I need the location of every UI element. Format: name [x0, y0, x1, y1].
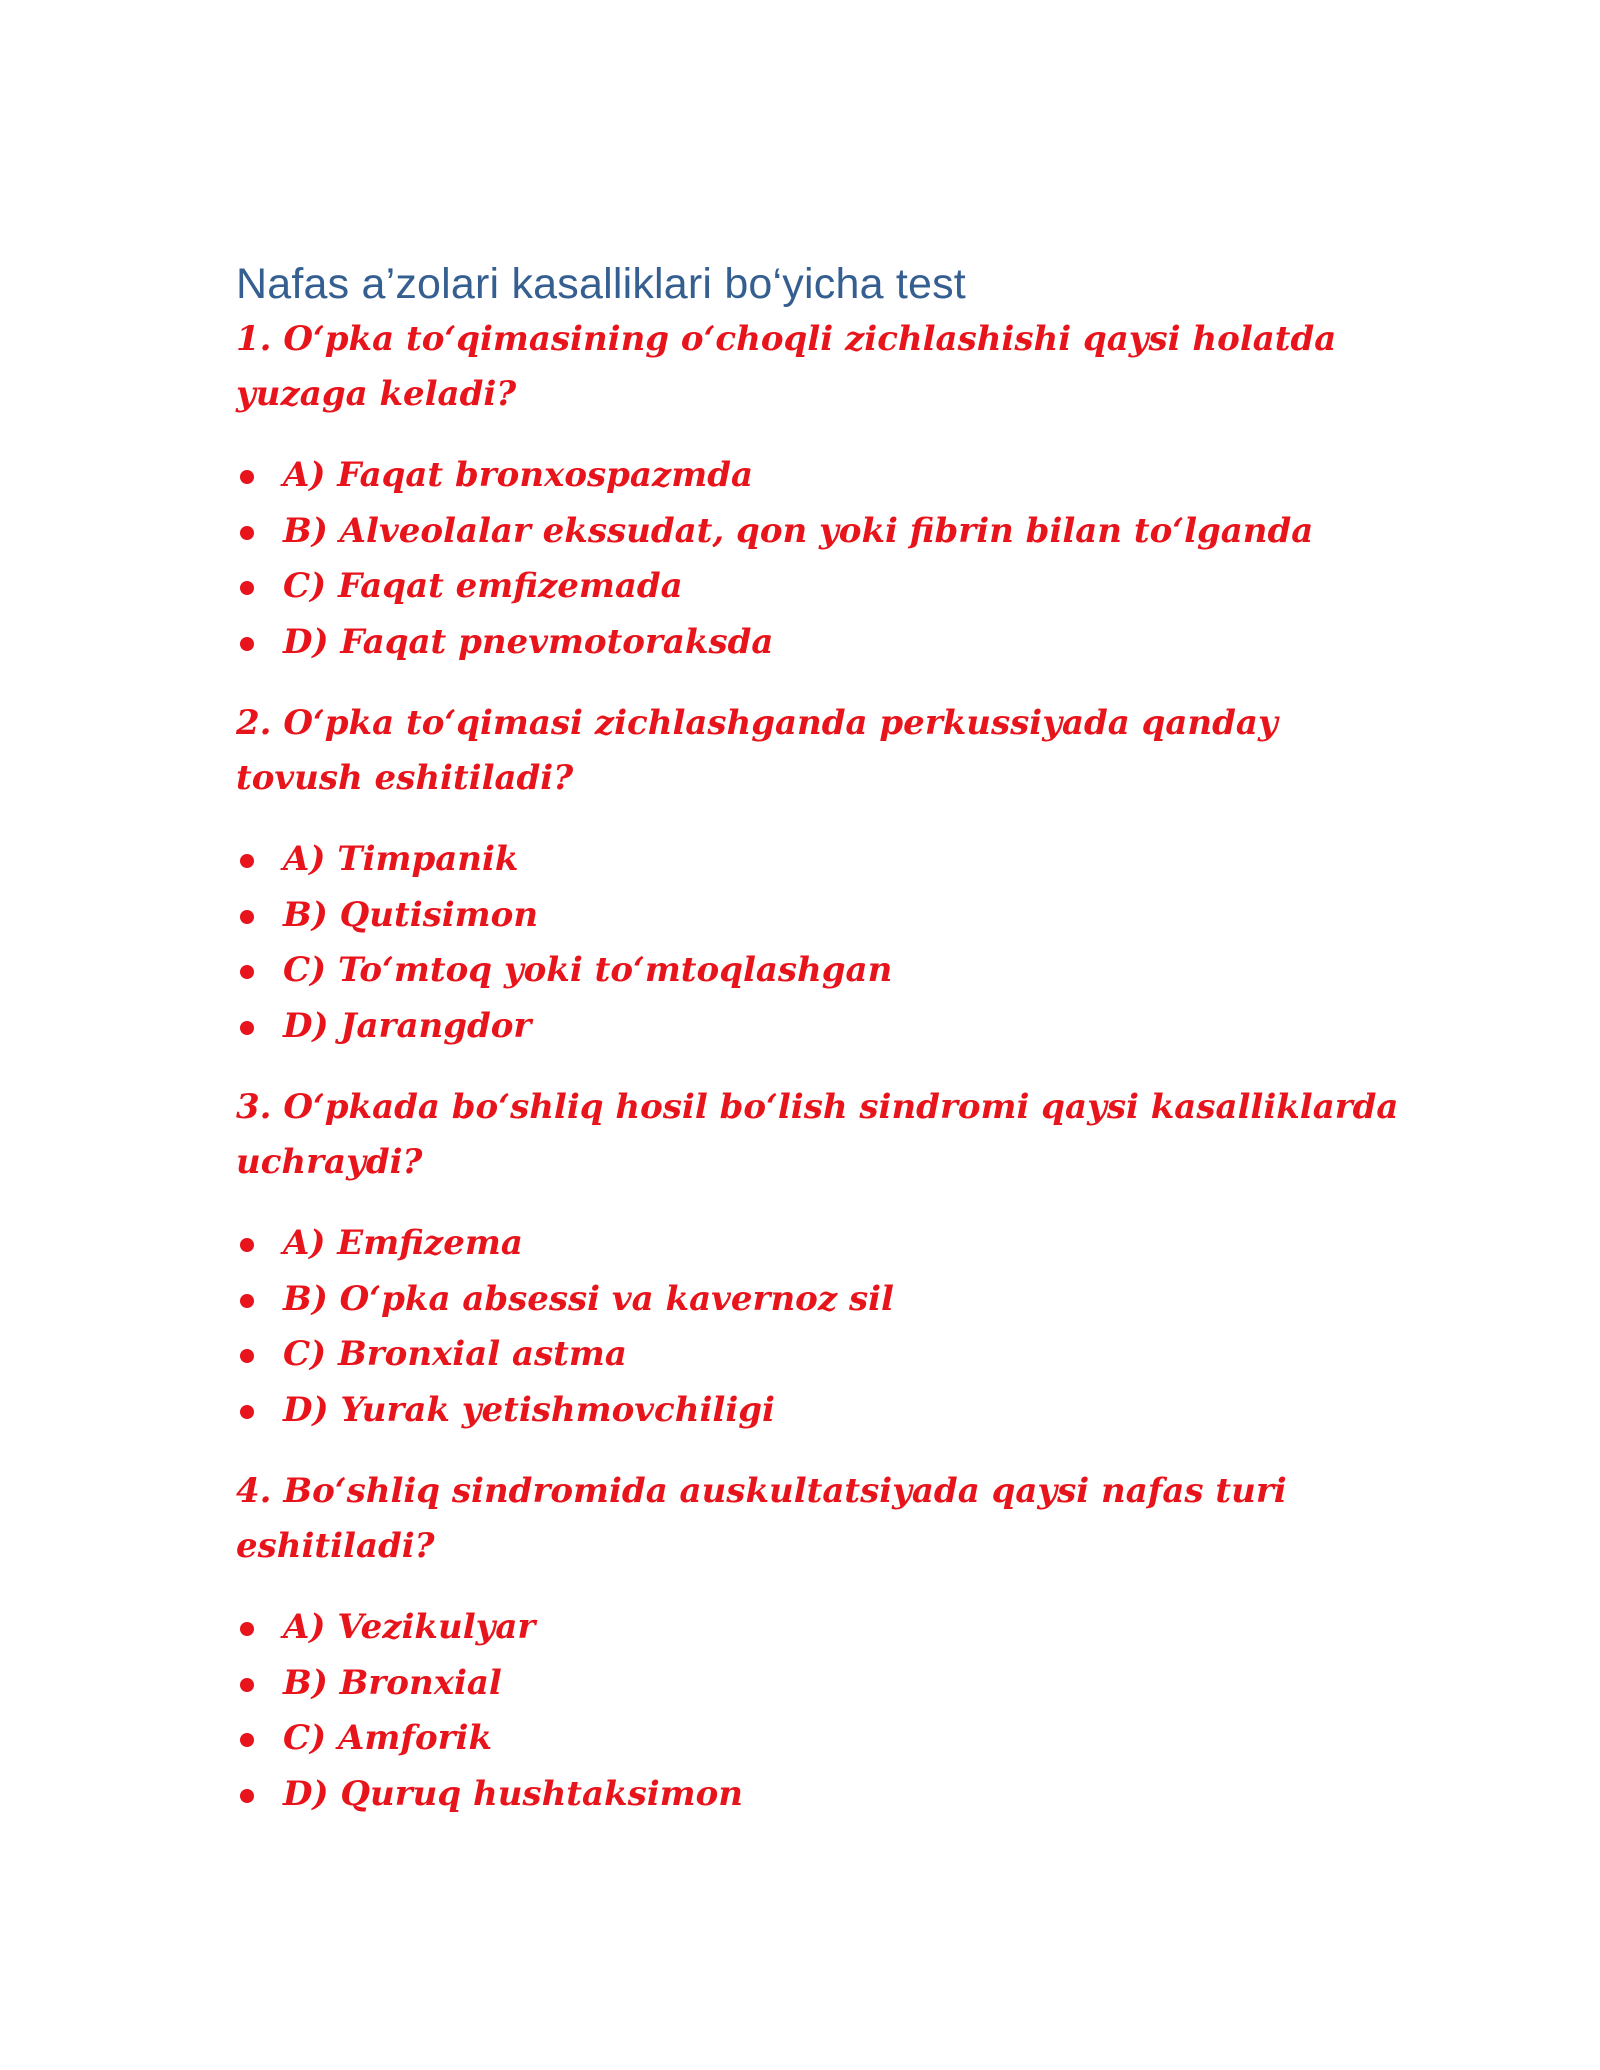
bullet-icon — [240, 1678, 254, 1692]
bullet-icon — [240, 1733, 254, 1747]
option-item — [236, 1600, 1416, 1656]
document-title: Nafas a’zolari kasalliklari bo‘yicha test — [236, 260, 966, 308]
question-block — [236, 1080, 1416, 1438]
option-item — [236, 1767, 1416, 1823]
bullet-icon — [240, 965, 254, 979]
bullet-icon — [240, 1405, 254, 1419]
options-list — [236, 448, 1416, 670]
option-item — [236, 1656, 1416, 1712]
bullet-icon — [240, 1238, 254, 1252]
option-item — [236, 615, 1416, 671]
option-item — [236, 504, 1416, 560]
option-item — [236, 888, 1416, 944]
option-label: C) Bronxial astma — [283, 1334, 627, 1374]
spacer — [236, 1438, 1416, 1464]
option-item — [236, 1327, 1416, 1383]
bullet-icon — [240, 581, 254, 595]
bullet-icon — [240, 1789, 254, 1803]
option-item — [236, 832, 1416, 888]
spacer — [236, 670, 1416, 696]
document-page — [236, 256, 1416, 1822]
question-text: 4. Bo‘shliq sindromida auskultatsiyada qaysi nafas turi eshitiladi? — [236, 1471, 1287, 1566]
bullet-icon — [240, 1349, 254, 1363]
question-text: 3. O‘pkada bo‘shliq hosil bo‘lish sindromi qaysi kasalliklarda uchraydi? — [236, 1087, 1399, 1182]
option-label: A) Faqat bronxospazmda — [283, 455, 754, 495]
options-list — [236, 1600, 1416, 1822]
bullet-icon — [240, 526, 254, 540]
option-label: D) Jarangdor — [283, 1005, 532, 1046]
question-block — [236, 1464, 1416, 1822]
option-item — [236, 1216, 1416, 1272]
spacer — [236, 1054, 1416, 1080]
option-label: A) Emfizema — [283, 1223, 523, 1263]
bullet-icon — [240, 470, 254, 484]
option-item — [236, 1711, 1416, 1767]
option-label: D) Yurak yetishmovchiligi — [283, 1389, 775, 1430]
options-list — [236, 1216, 1416, 1438]
option-label: A) Vezikulyar — [283, 1607, 536, 1647]
option-item — [236, 559, 1416, 615]
question-text: 1. O‘pka to‘qimasining o‘choqli zichlashishi qaysi holatda yuzaga keladi? — [236, 319, 1337, 414]
option-label: A) Timpanik — [283, 839, 519, 879]
option-label: C) Faqat emfizemada — [283, 566, 683, 606]
bullet-icon — [240, 854, 254, 868]
options-list — [236, 832, 1416, 1054]
option-item — [236, 448, 1416, 504]
option-label: B) Qutisimon — [283, 894, 539, 935]
option-item — [236, 943, 1416, 999]
option-label: B) Alveolalar ekssudat, qon yoki fibrin bilan to‘lganda — [283, 510, 1314, 551]
bullet-icon — [240, 1294, 254, 1308]
option-label: C) Amforik — [283, 1718, 493, 1758]
option-item — [236, 999, 1416, 1055]
bullet-icon — [240, 1021, 254, 1035]
bullet-icon — [240, 910, 254, 924]
option-label: D) Quruq hushtaksimon — [283, 1773, 744, 1814]
bullet-icon — [240, 637, 254, 651]
question-block — [236, 696, 1416, 1054]
question-block — [236, 312, 1416, 670]
option-label: B) Bronxial — [283, 1662, 502, 1703]
option-label: D) Faqat pnevmotoraksda — [283, 621, 774, 662]
option-label: C) To‘mtoq yoki to‘mtoqlashgan — [283, 950, 893, 990]
option-item — [236, 1383, 1416, 1439]
option-label: B) O‘pka absessi va kavernoz sil — [283, 1278, 894, 1319]
question-text: 2. O‘pka to‘qimasi zichlashganda perkussiyada qanday tovush eshitiladi? — [236, 703, 1278, 798]
option-item — [236, 1272, 1416, 1328]
bullet-icon — [240, 1622, 254, 1636]
